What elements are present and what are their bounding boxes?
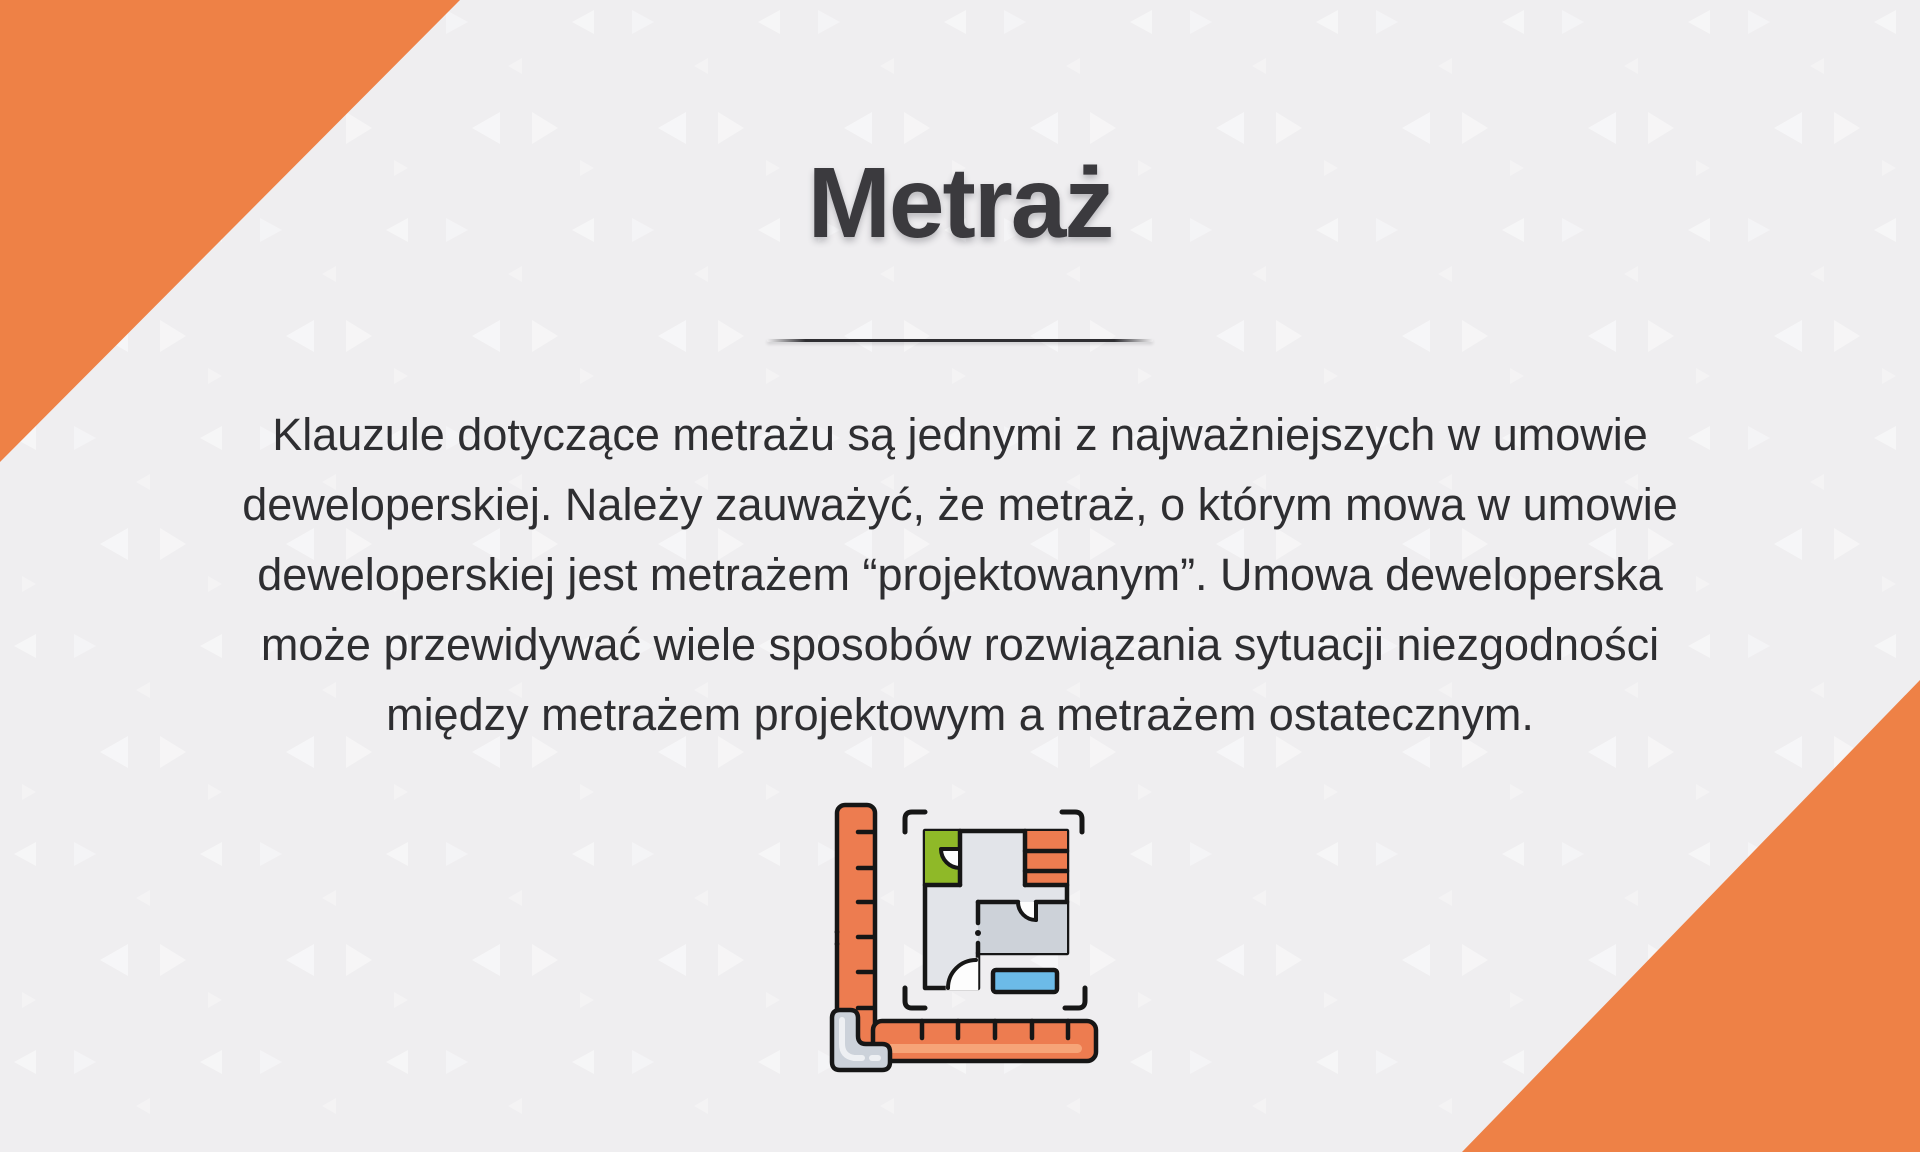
horizontal-ruler (873, 1021, 1096, 1061)
ruler-floorplan-icon (810, 790, 1100, 1080)
body-line: może przewidywać wiele sposobów rozwiązania sytuacji niezgodności (260, 619, 1660, 670)
body-paragraph (60, 400, 1860, 750)
body-line: deweloperskiej jest metrażem “projektowanym”. Umowa deweloperska (257, 549, 1663, 600)
floor-plan (925, 831, 1067, 988)
page-title: Metraż (807, 147, 1113, 259)
blue-rectangle (993, 970, 1057, 992)
body-line: Klauzule dotyczące metrażu są jednymi z najważniejszych w umowie (272, 409, 1648, 460)
title-divider (767, 339, 1153, 342)
body-line: deweloperskiej. Należy zauważyć, że metraż, o którym mowa w umowie (242, 479, 1678, 530)
body-line: między metrażem projektowym a metrażem ostatecznym. (386, 689, 1534, 740)
